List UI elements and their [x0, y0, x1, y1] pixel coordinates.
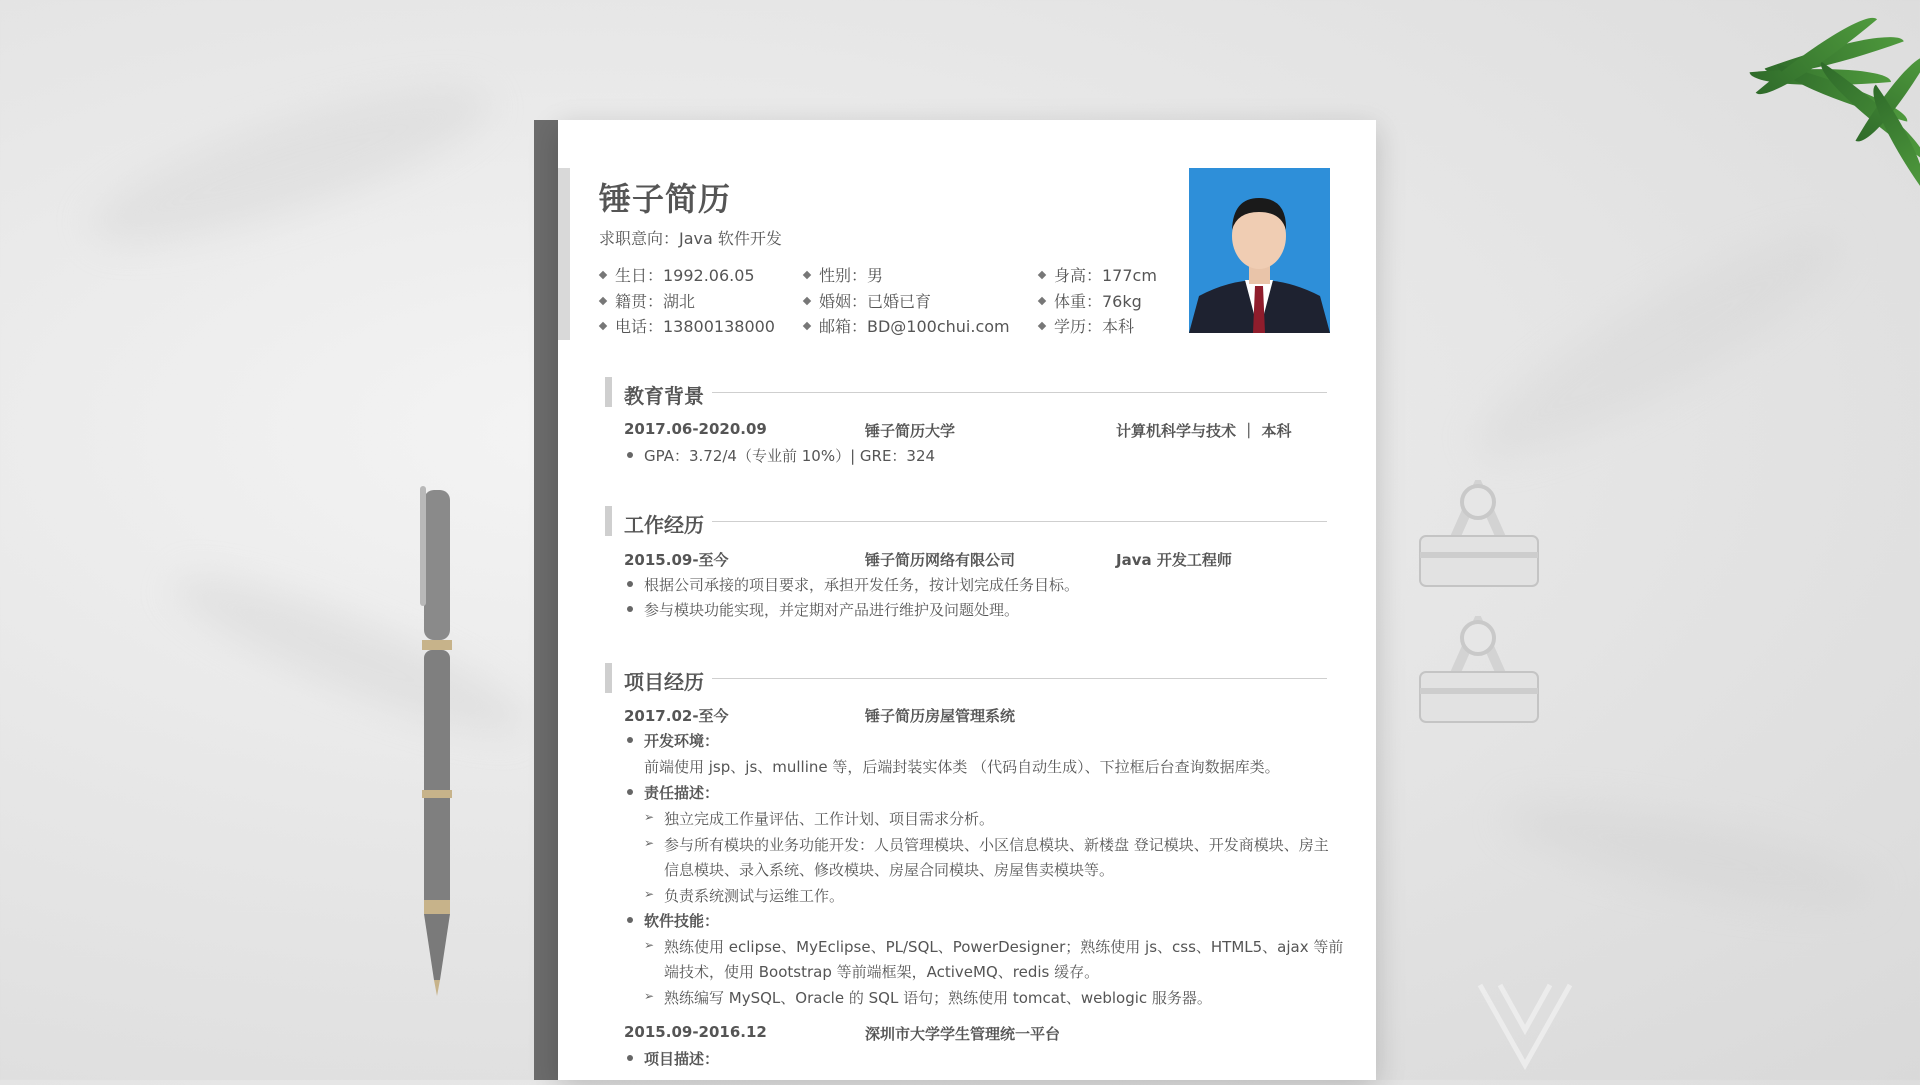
info-marital: 婚姻：已婚已育: [804, 289, 931, 312]
project-name: 锤子简历房屋管理系统: [865, 707, 1016, 725]
marble-vein: [161, 551, 540, 758]
section-divider: [712, 392, 1327, 393]
arrow-bullet-icon: ➢: [644, 836, 655, 850]
info-email: 邮箱：BD@100chui.com: [804, 314, 1010, 337]
info-phone: 电话：13800138000: [600, 314, 775, 337]
job-objective: 求职意向：Java 软件开发: [599, 229, 782, 248]
education-major: 计算机科学与技术 ｜ 本科: [1116, 422, 1292, 440]
project-duty-label: 责任描述：: [644, 784, 720, 802]
info-hometown: 籍贯：湖北: [600, 289, 695, 312]
section-title-education: 教育背景: [624, 384, 704, 408]
work-company: 锤子简历网络有限公司: [865, 551, 1016, 569]
section-marker: [605, 377, 612, 407]
bullet-icon: [627, 737, 633, 743]
project-duty-item: 负责系统测试与运维工作。: [664, 887, 845, 905]
bullet-icon: [803, 296, 811, 304]
bullet-icon: [1038, 321, 1046, 329]
marble-vein: [76, 57, 503, 272]
project-skill-item: 熟练使用 eclipse、MyEclipse、PL/SQL、PowerDesigner；熟练使用 js、css、HTML5、ajax 等前: [664, 938, 1344, 956]
marble-vein: [1497, 781, 1883, 928]
bullet-icon: [1038, 270, 1046, 278]
education-detail: GPA：3.72/4（专业前 10%）| GRE：324: [644, 447, 936, 465]
arrow-bullet-icon: ➢: [644, 887, 655, 901]
watermark-logo: [1470, 975, 1580, 1085]
project-skill-item-cont: 端技术，使用 Bootstrap 等前端框架，ActiveMQ、redis 缓存。: [664, 963, 1100, 981]
section-title-projects: 项目经历: [624, 670, 704, 694]
arrow-bullet-icon: ➢: [644, 938, 655, 952]
project-name: 深圳市大学学生管理统一平台: [865, 1025, 1061, 1043]
bullet-icon: [1038, 296, 1046, 304]
work-role: Java 开发工程师: [1116, 551, 1232, 569]
plant-decoration: [1660, 0, 1920, 230]
bullet-icon: [599, 270, 607, 278]
info-height: 身高：177cm: [1039, 263, 1157, 286]
info-birthday: 生日：1992.06.05: [600, 263, 755, 286]
work-item: 参与模块功能实现，并定期对产品进行维护及问题处理。: [644, 601, 1020, 619]
info-gender: 性别：男: [804, 263, 883, 286]
education-period: 2017.06-2020.09: [624, 420, 767, 438]
project-env-label: 开发环境：: [644, 732, 720, 750]
project-duty-item-cont: 信息模块、录入系统、修改模块、房屋合同模块、房屋售卖模块等。: [664, 861, 1115, 879]
bullet-icon: [803, 270, 811, 278]
bullet-icon: [627, 452, 633, 458]
bullet-icon: [599, 296, 607, 304]
bullet-icon: [599, 321, 607, 329]
project-skill-item: 熟练编写 MySQL、Oracle 的 SQL 语句；熟练使用 tomcat、weblogic 服务器。: [664, 989, 1212, 1007]
bullet-icon: [627, 606, 633, 612]
work-item: 根据公司承接的项目要求，承担开发任务，按计划完成任务目标。: [644, 576, 1080, 594]
bullet-icon: [627, 789, 633, 795]
arrow-bullet-icon: ➢: [644, 810, 655, 824]
project-skill-label: 软件技能：: [644, 912, 720, 930]
arrow-bullet-icon: ➢: [644, 989, 655, 1003]
resume-name: 锤子简历: [599, 180, 732, 218]
bullet-icon: [627, 917, 633, 923]
section-divider: [712, 521, 1327, 522]
project-duty-item: 独立完成工作量评估、工作计划、项目需求分析。: [664, 810, 995, 828]
pen-decoration: [410, 480, 466, 1000]
marble-vein: [1456, 201, 1865, 489]
project-period: 2017.02-至今: [624, 707, 729, 725]
bullet-icon: [627, 1055, 633, 1061]
work-period: 2015.09-至今: [624, 551, 729, 569]
project-period: 2015.09-2016.12: [624, 1023, 767, 1041]
bullet-icon: [803, 321, 811, 329]
binder-clip: [1418, 480, 1540, 590]
bullet-icon: [627, 581, 633, 587]
info-degree: 学历：本科: [1039, 314, 1134, 337]
section-divider: [712, 678, 1327, 679]
binder-clip: [1418, 616, 1540, 726]
project-desc-label: 项目描述：: [644, 1050, 720, 1068]
section-marker: [605, 663, 612, 693]
project-duty-item: 参与所有模块的业务功能开发：人员管理模块、小区信息模块、新楼盘 登记模块、开发商模块、房主: [664, 836, 1329, 854]
header-accent-bar: [558, 168, 570, 340]
education-school: 锤子简历大学: [865, 422, 956, 440]
profile-photo: [1189, 168, 1330, 333]
info-weight: 体重：76kg: [1039, 289, 1142, 312]
project-env-text: 前端使用 jsp、js、mulline 等，后端封装实体类 （代码自动生成）、下拉框后台查询数据库类。: [644, 758, 1280, 776]
section-marker: [605, 506, 612, 536]
section-title-work: 工作经历: [624, 513, 704, 537]
